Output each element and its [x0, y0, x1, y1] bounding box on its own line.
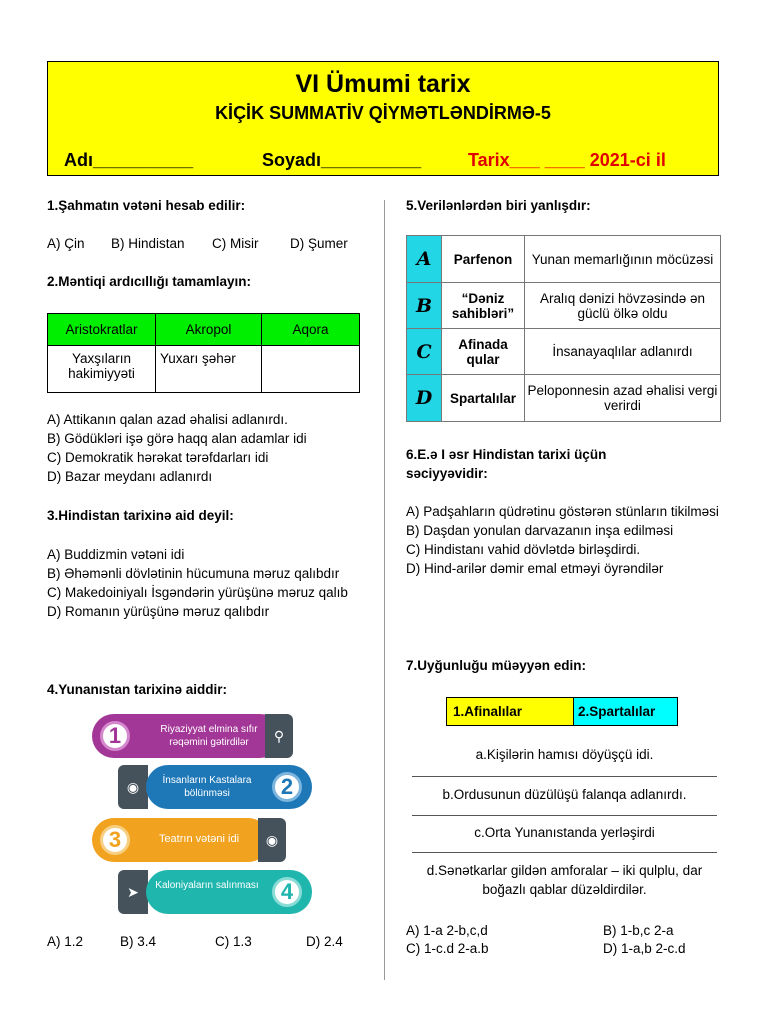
q3-options: [47, 545, 359, 621]
page-title: VI Ümumi tarix: [295, 70, 471, 98]
q7-title: 7.Uyğunluğu müəyyən edin:: [406, 658, 587, 673]
q7-option-c: C) 1-c.d 2-a.b: [406, 941, 489, 956]
q6-option-c: C) Hindistanı vahid dövlətdə birləşdirdi.: [406, 542, 641, 557]
q7-option-d: D) 1-a,b 2-c.d: [603, 941, 686, 956]
header-box: [47, 61, 719, 176]
item-1-text: Riyaziyyat elmina sıfır rəqəmini gətirdilər: [160, 724, 258, 748]
q2-title: 2.Məntiqi ardıcıllığı tamamlayın:: [47, 274, 252, 289]
surname-field: Soyadı__________: [262, 150, 422, 170]
item-2-text: İnsanların Kastalara bölünməsi: [162, 775, 252, 799]
q5-letter-c: C: [407, 329, 442, 375]
q2-option-a: A) Attikanın qalan azad əhalisi adlanırdı.: [47, 412, 288, 427]
q7-separator: [412, 815, 717, 816]
item-2-number: 2: [272, 772, 302, 802]
name-field: Adı__________: [64, 150, 194, 170]
q7-col-afinalilar: 1.Afinalılar: [447, 698, 574, 725]
q1-option-b: B) Hindistan: [111, 236, 185, 251]
q4-option-a: A) 1.2: [47, 934, 84, 949]
infographic-item-2: [146, 765, 312, 809]
q2-cell: [262, 346, 360, 393]
q5-letter-d: D: [407, 375, 442, 422]
q5-table: [406, 235, 721, 422]
q1-option-a: A) Çin: [47, 236, 85, 251]
q4-option-b: B) 3.4: [120, 934, 157, 949]
q2-cell: Yaxşıların hakimiyyəti: [48, 346, 156, 393]
q7-item-c: c.Orta Yunanıstanda yerləşirdi: [474, 825, 655, 840]
page-subtitle: KİÇİK SUMMATİV QİYMƏTLƏNDİRMƏ-5: [215, 103, 551, 123]
q3-title: 3.Hindistan tarixinə aid deyil:: [47, 508, 234, 523]
q7-item-b: b.Ordusunun düzülüşü falanqa adlanırdı.: [442, 787, 687, 802]
q6-options: [406, 502, 721, 578]
q2-header-cell: Akropol: [156, 314, 262, 346]
item-4-text: Kaloniyaların salınması: [155, 880, 259, 891]
q6-option-a: A) Padşahların qüdrətinu göstərən stünların tikilməsi: [406, 504, 719, 519]
q5-name: “Dəniz sahibləri”: [442, 283, 525, 329]
q4-option-c: C) 1.3: [215, 934, 252, 949]
q5-desc: Aralıq dənizi hövzəsində ən güclü ölkə oldu: [525, 283, 721, 329]
q7-col-spartalilar: 2.Spartalılar: [574, 698, 677, 725]
infographic-item-4: [146, 870, 312, 914]
q5-name: Afinada qular: [442, 329, 525, 375]
q5-letter-a: A: [407, 236, 442, 283]
q6-option-d: D) Hind-arilər dəmir emal etməyi öyrəndilər: [406, 561, 664, 576]
infographic-item-3: [92, 818, 270, 862]
column-divider: [384, 200, 385, 980]
q2-header-cell: Aqora: [262, 314, 360, 346]
q3-option-d: D) Romanın yürüşünə məruz qalıbdır: [47, 604, 270, 619]
q3-option-b: B) Əhəmənli dövlətinin hücumuna məruz qalıbdır: [47, 566, 340, 581]
q5-letter-b: B: [407, 283, 442, 329]
q7-option-b: B) 1-b,c 2-a: [603, 923, 674, 938]
q1-option-c: C) Misir: [212, 236, 259, 251]
q7-item-a: a.Kişilərin hamısı döyüşçü idi.: [475, 747, 654, 762]
q2-header-cell: Aristokratlar: [48, 314, 156, 346]
q1-title: 1.Şahmatın vətəni hesab edilir:: [47, 198, 246, 213]
q7-item-d: d.Sənətkarlar gildən amforalar – iki qulplu, dar boğazlı qablar düzəldirdilər.: [426, 863, 703, 897]
cursor-icon: ➤: [118, 870, 148, 914]
date-field: Tarix___ ____ 2021-ci il: [468, 150, 666, 170]
q5-name: Spartalılar: [442, 375, 525, 422]
q5-desc: Peloponnesin azad əhalisi vergi verirdi: [525, 375, 721, 422]
q4-infographic: [88, 708, 318, 918]
q7-separator: [412, 776, 717, 777]
q3-option-c: C) Makedoiniyalı İsgəndərin yürüşünə məruz qalıb: [47, 585, 348, 600]
q5-title: 5.Verilənlərdən biri yanlışdır:: [406, 198, 591, 213]
q2-option-c: C) Demokratik hərəkat tərəfdarları idi: [47, 450, 269, 465]
q1-option-d: D) Şumer: [290, 236, 348, 251]
q7-option-a: A) 1-a 2-b,c,d: [406, 923, 488, 938]
q7-header: [446, 697, 678, 726]
item-1-number: 1: [100, 721, 130, 751]
q4-title: 4.Yunanıstan tarixinə aiddir:: [47, 682, 228, 697]
q7-separator: [412, 852, 717, 853]
q5-desc: Yunan memarlığının möcüzəsi: [525, 236, 721, 283]
q3-option-a: A) Buddizmin vətəni idi: [47, 547, 185, 562]
search-icon: ⚲: [265, 714, 293, 758]
q2-cell: Yuxarı şəhər: [156, 346, 262, 393]
location-pin-icon: ◉: [258, 818, 286, 862]
q6-title: 6.E.ə I əsr Hindistan tarixi üçün səciyyəvidir:: [406, 447, 607, 481]
q2-options: [47, 410, 367, 486]
q6-option-b: B) Daşdan yonulan darvazanın inşa edilməsi: [406, 523, 674, 538]
q4-option-d: D) 2.4: [306, 934, 343, 949]
q2-table: [47, 313, 360, 393]
eye-icon: ◉: [118, 765, 148, 809]
infographic-item-1: [92, 714, 282, 758]
q5-desc: İnsanayaqlılar adlanırdı: [525, 329, 721, 375]
q2-option-b: B) Gödükləri işə görə haqq alan adamlar idi: [47, 431, 307, 446]
item-3-number: 3: [100, 825, 130, 855]
item-3-text: Teatrın vətəni idi: [158, 833, 240, 845]
item-4-number: 4: [272, 877, 302, 907]
q5-name: Parfenon: [442, 236, 525, 283]
q2-option-d: D) Bazar meydanı adlanırdı: [47, 469, 213, 484]
